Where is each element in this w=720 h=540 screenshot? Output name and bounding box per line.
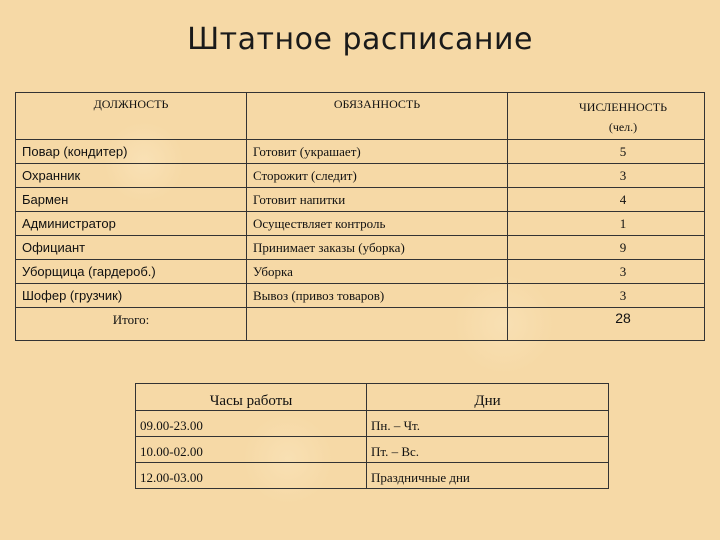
schedule-table xyxy=(135,383,609,489)
position-cell: Официант xyxy=(16,236,247,260)
page-title: Штатное расписание xyxy=(187,22,533,57)
count-cell: 5 xyxy=(508,140,705,164)
position-cell: Уборщица (гардероб.) xyxy=(16,260,247,284)
total-empty-cell xyxy=(247,308,508,341)
total-row xyxy=(16,308,705,341)
table-row xyxy=(136,411,609,437)
staff-header-row xyxy=(16,93,705,140)
hours-cell: 09.00-23.00 xyxy=(136,411,367,437)
position-cell: Шофер (грузчик) xyxy=(16,284,247,308)
table-row xyxy=(16,284,705,308)
table-row xyxy=(136,463,609,489)
header-days: Дни xyxy=(367,384,609,411)
total-label: Итого: xyxy=(16,308,247,341)
count-cell: 9 xyxy=(508,236,705,260)
days-cell: Пн. – Чт. xyxy=(367,411,609,437)
position-cell: Охранник xyxy=(16,164,247,188)
header-position: ДОЛЖНОСТЬ xyxy=(16,93,247,140)
header-count xyxy=(508,93,705,140)
hours-cell: 10.00-02.00 xyxy=(136,437,367,463)
duty-cell: Осуществляет контроль xyxy=(247,212,508,236)
count-cell: 3 xyxy=(508,260,705,284)
table-row xyxy=(16,212,705,236)
staff-table xyxy=(15,92,705,341)
schedule-header-row xyxy=(136,384,609,411)
header-hours: Часы работы xyxy=(136,384,367,411)
header-count-unit: (чел.) xyxy=(608,120,638,134)
position-cell: Повар (кондитер) xyxy=(16,140,247,164)
table-row xyxy=(16,140,705,164)
header-duty: ОБЯЗАННОСТЬ xyxy=(247,93,508,140)
table-row xyxy=(136,437,609,463)
count-cell: 1 xyxy=(508,212,705,236)
total-value: 28 xyxy=(508,308,705,341)
hours-cell: 12.00-03.00 xyxy=(136,463,367,489)
table-row xyxy=(16,188,705,212)
duty-cell: Уборка xyxy=(247,260,508,284)
count-cell: 3 xyxy=(508,284,705,308)
days-cell: Праздничные дни xyxy=(367,463,609,489)
table-row xyxy=(16,260,705,284)
count-cell: 4 xyxy=(508,188,705,212)
position-cell: Бармен xyxy=(16,188,247,212)
duty-cell: Принимает заказы (уборка) xyxy=(247,236,508,260)
duty-cell: Готовит напитки xyxy=(247,188,508,212)
header-count-label: ЧИСЛЕННОСТЬ xyxy=(578,100,667,114)
table-row xyxy=(16,236,705,260)
position-cell: Администратор xyxy=(16,212,247,236)
duty-cell: Готовит (украшает) xyxy=(247,140,508,164)
table-row xyxy=(16,164,705,188)
duty-cell: Сторожит (следит) xyxy=(247,164,508,188)
duty-cell: Вывоз (привоз товаров) xyxy=(247,284,508,308)
days-cell: Пт. – Вс. xyxy=(367,437,609,463)
count-cell: 3 xyxy=(508,164,705,188)
